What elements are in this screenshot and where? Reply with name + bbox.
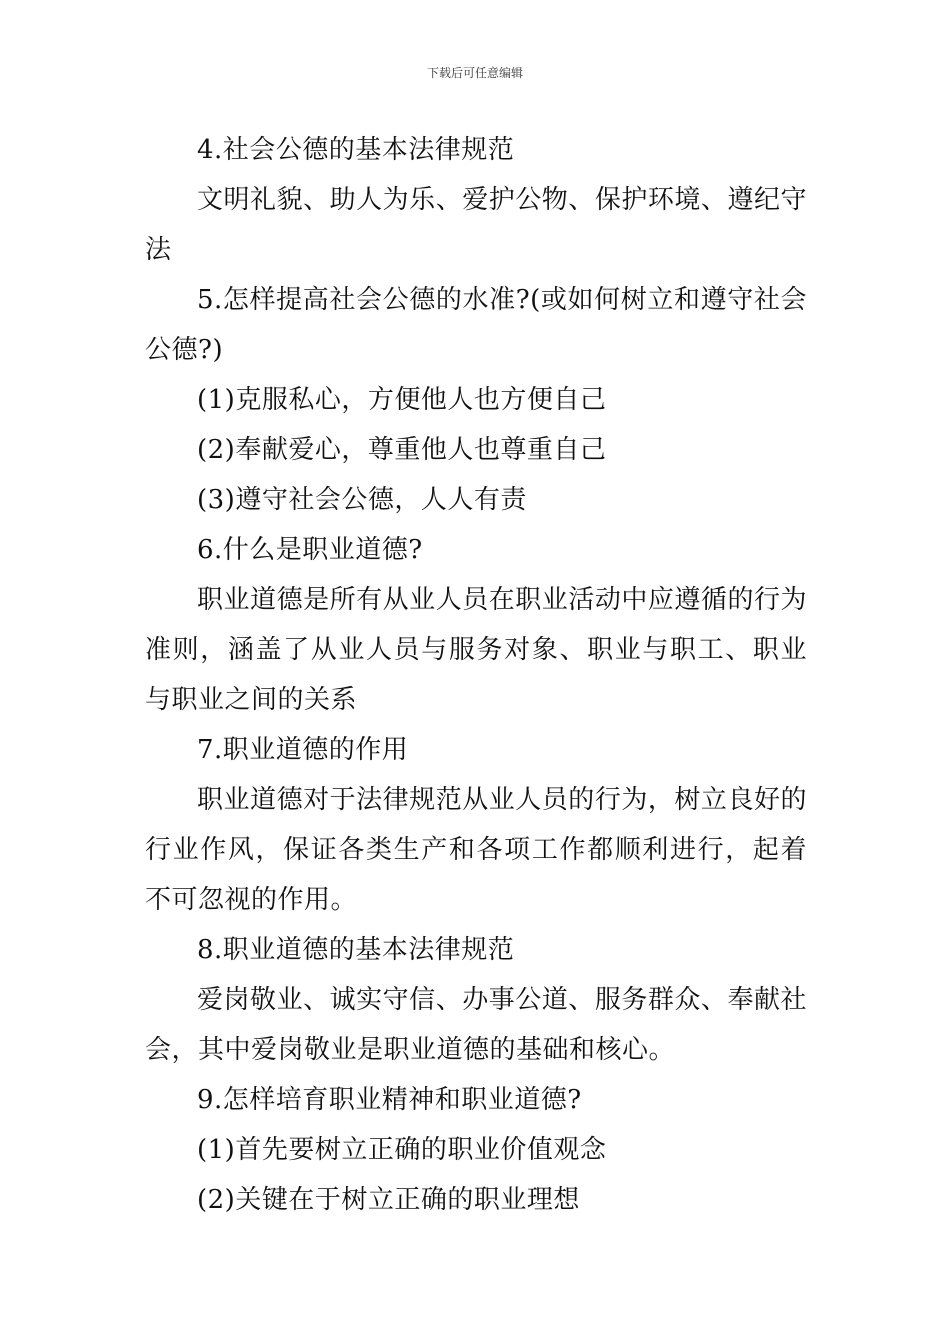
heading-4-public-morality-norms: 4.社会公德的基本法律规范: [197, 135, 515, 165]
list-item-1: (1)克服私心，方便他人也方便自己: [197, 385, 607, 415]
paragraph-professional-ethics-role: 职业道德对于法律规范从业人员的行为，树立良好的行业作风，保证各类生产和各项工作都顺利进行，起着不可忽视的作用。: [145, 785, 807, 915]
list-item-2: (2)奉献爱心，尊重他人也尊重自己: [197, 435, 607, 465]
list-item-2: (2)关键在于树立正确的职业理想: [197, 1185, 580, 1215]
list-item-3: (3)遵守社会公德，人人有责: [197, 485, 527, 515]
paragraph-professional-ethics-definition: 职业道德是所有从业人员在职业活动中应遵循的行为准则，涵盖了从业人员与服务对象、职业与职工、职业与职业之间的关系: [145, 585, 807, 715]
list-item-1: (1)首先要树立正确的职业价值观念: [197, 1135, 607, 1165]
page-header: 下载后可任意编辑: [426, 66, 523, 80]
heading-8-professional-ethics-norms: 8.职业道德的基本法律规范: [197, 935, 515, 965]
paragraph-public-morality-norms: 文明礼貌、助人为乐、爱护公物、保护环境、遵纪守法: [145, 185, 807, 265]
heading-6-what-is-professional-ethics: 6.什么是职业道德?: [197, 535, 423, 565]
heading-5-improve-public-morality: 5.怎样提高社会公德的水准?(或如何树立和遵守社会公德?): [145, 285, 807, 365]
document-body: [145, 125, 807, 1225]
heading-7-role-of-professional-ethics: 7.职业道德的作用: [197, 735, 409, 765]
paragraph-professional-ethics-norms: 爱岗敬业、诚实守信、办事公道、服务群众、奉献社会，其中爱岗敬业是职业道德的基础和核心。: [145, 985, 807, 1065]
heading-9-cultivate-professional-spirit: 9.怎样培育职业精神和职业道德?: [197, 1085, 582, 1115]
